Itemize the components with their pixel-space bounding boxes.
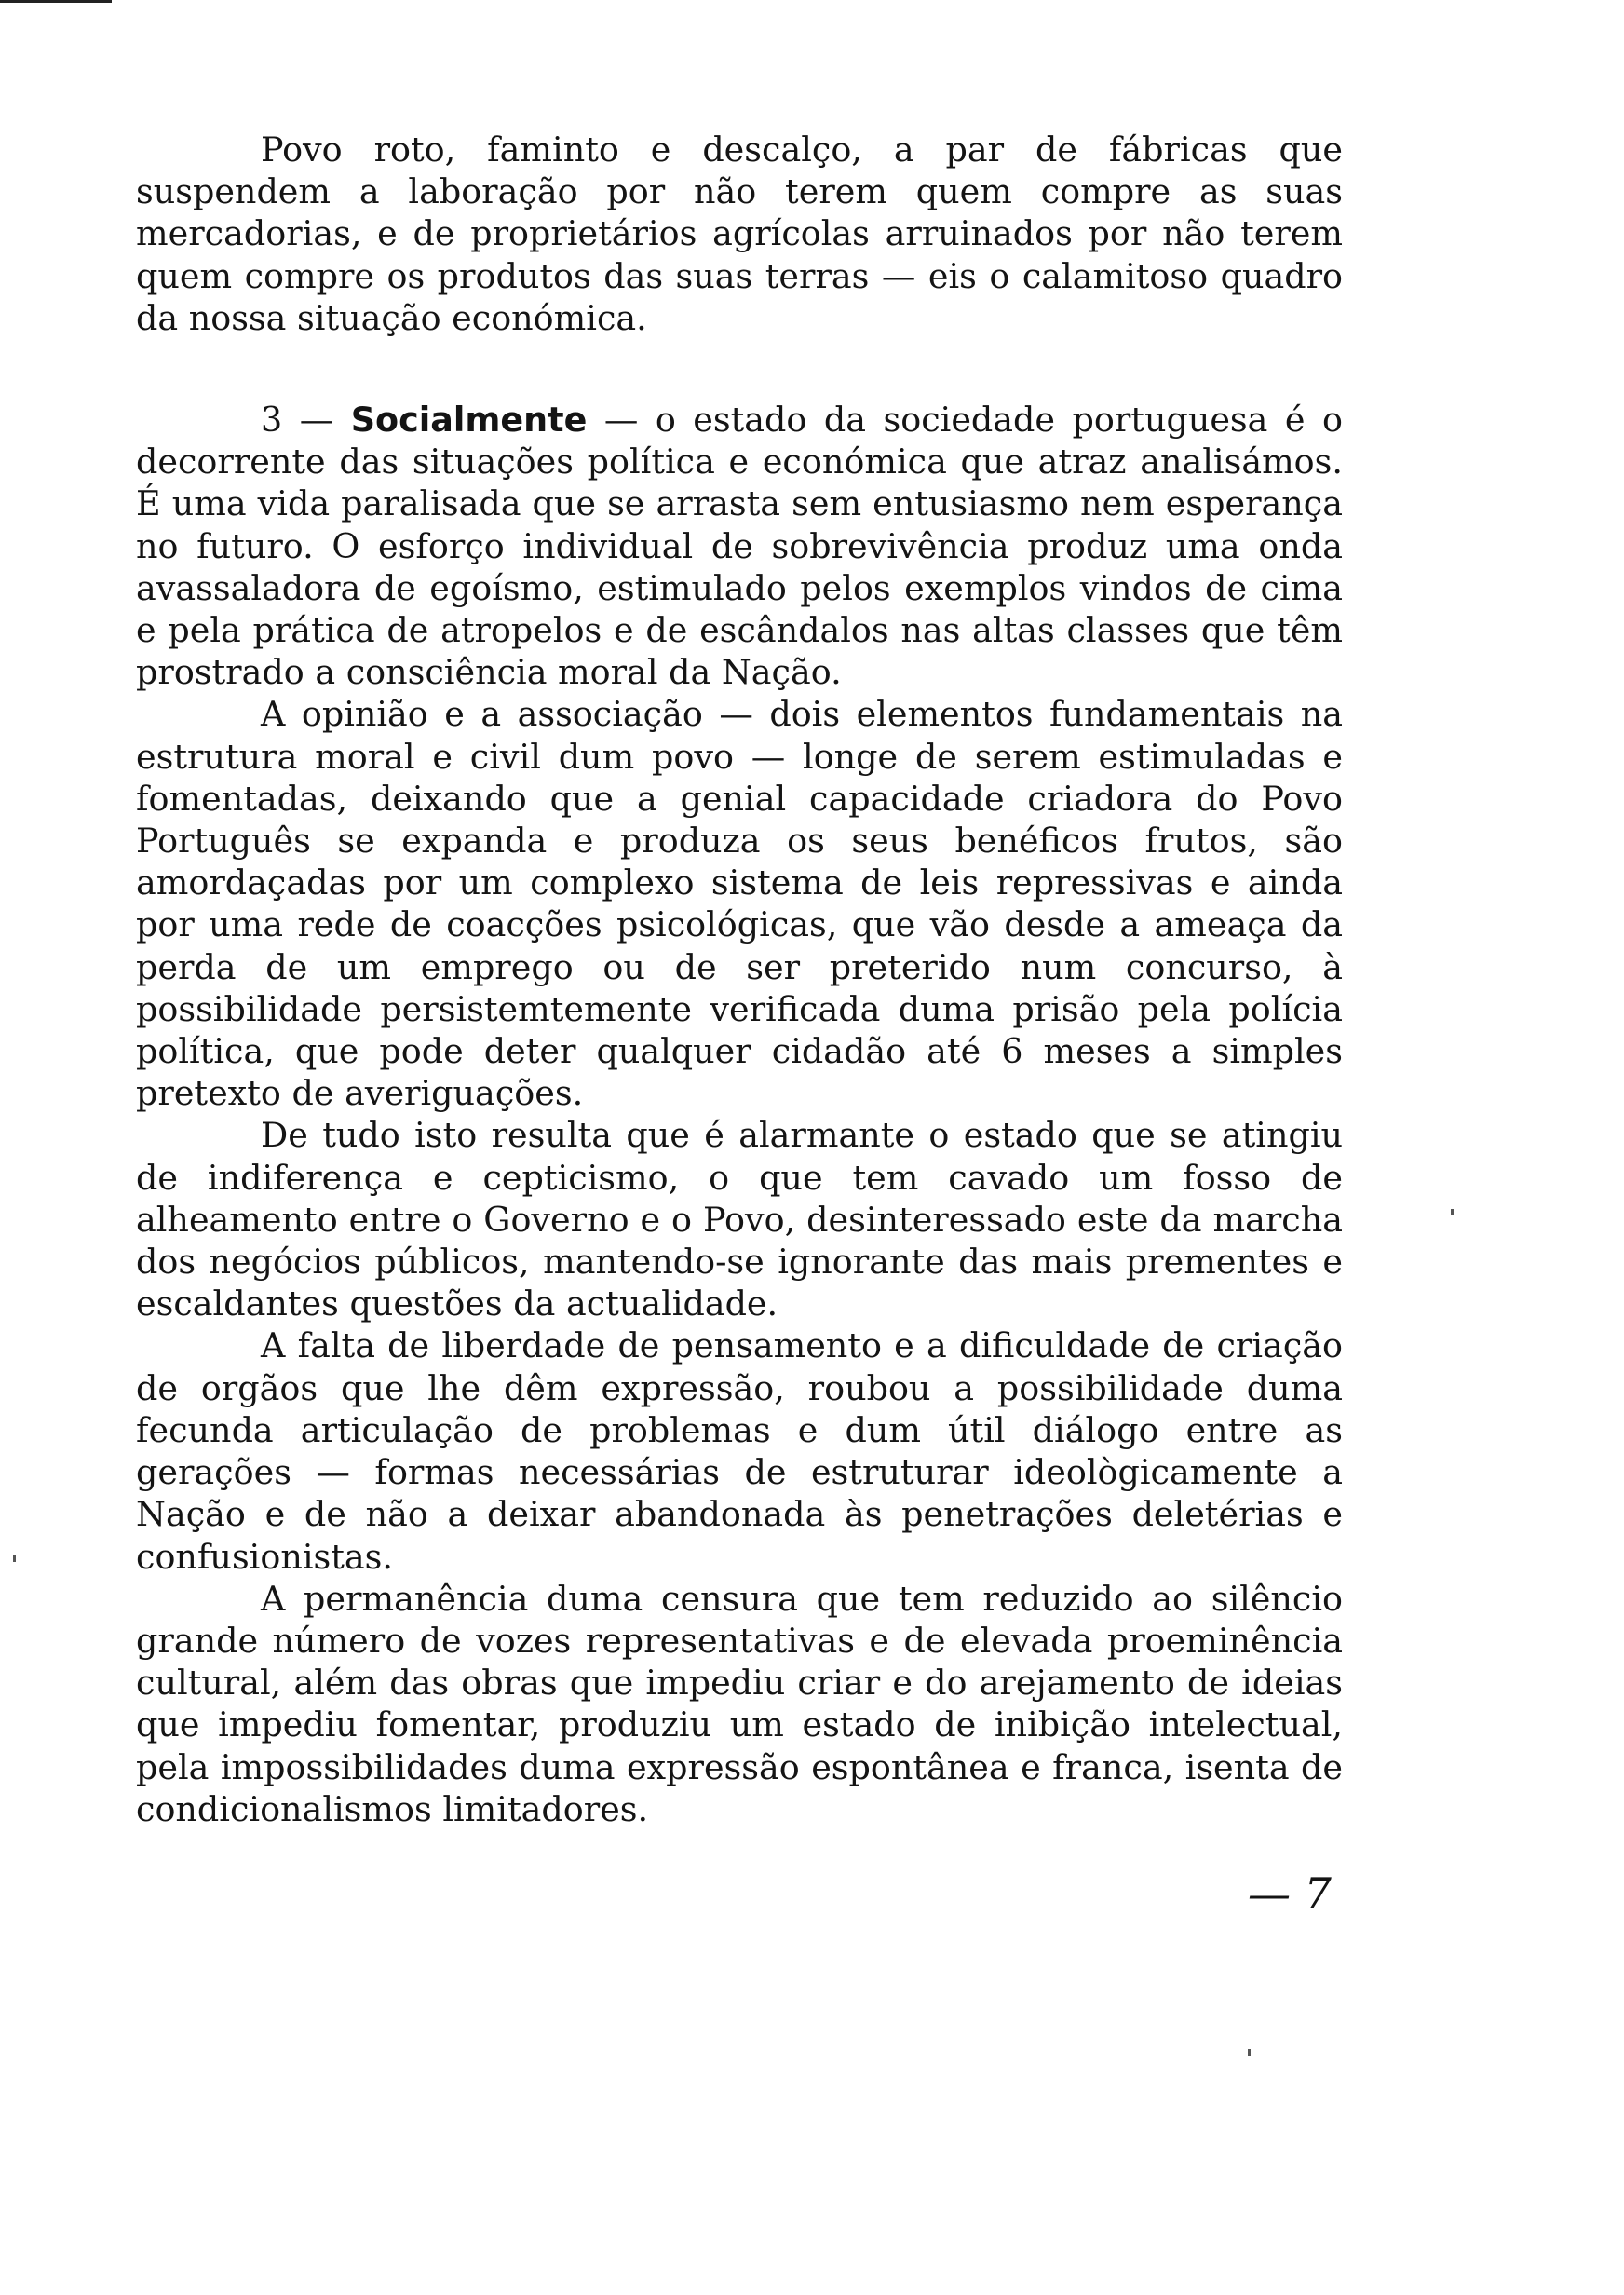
- paragraph-opiniao-associacao: A opinião e a associação — dois elementos fundamentais na estrutura moral e civil dum povo — longe de serem estimuladas e fomentadas, deixando que a genial capacidade criadora do Povo Português se expanda e produza os seus benéficos frutos, são amordaçadas por um complexo sistema de leis repressivas e ainda por uma rede de coacções psicológicas, que vão desde a ameaça da perda de um emprego ou de ser preterido num concurso, à possibilidade persistemtemente verificada duma prisão pela polícia política, que pode deter qualquer cidadão até 6 meses a simples pretexto de averiguações.: [136, 694, 1343, 1114]
- scan-speck: [1248, 2049, 1251, 2056]
- page-number: — 7: [1248, 1868, 1332, 1919]
- paragraph-indiferenca: De tudo isto resulta que é alarmante o estado que se atingiu de indiferença e cepticismo, o que tem cavado um fosso de alheamento entre o Governo e o Povo, desinteressado este da marcha dos negócios públicos, mantendo-se ignorante das mais prementes e escaldantes questões da actualidade.: [136, 1115, 1343, 1324]
- section-number: 3 —: [261, 400, 351, 441]
- scan-speck: [1451, 1209, 1454, 1215]
- paragraph-liberdade-pensamento: A falta de liberdade de pensamento e a dificuldade de criação de orgãos que lhe dêm expressão, roubou a possibilidade duma fecunda articulação de problemas e dum útil diálogo entre as gerações — formas necessárias de estruturar ideològicamente a Nação e de não a deixar abandonada às penetrações deletérias e confusionistas.: [136, 1325, 1343, 1577]
- paragraph-censura: A permanência duma censura que tem reduzido ao silêncio grande número de vozes representativas e de elevada proeminência cultural, além das obras que impediu criar e do arejamento de ideias que impediu fomentar, produziu um estado de inibição intelectual, pela impossibilidades duma expressão espontânea e franca, isenta de condicionalismos limitadores.: [136, 1578, 1343, 1829]
- paragraph-economic-summary: Povo roto, faminto e descalço, a par de fábricas que suspendem a laboração por não terem quem compre as suas mercadorias, e de proprietários agrícolas arruinados por não terem quem compre os produtos das suas terras — eis o calamitoso quadro da nossa situação económica.: [136, 129, 1343, 338]
- scan-speck: [13, 1555, 16, 1562]
- body-text: [136, 129, 1343, 1830]
- section-body: — o estado da sociedade portuguesa é o decorrente das situações política e económica que atraz analisámos. É uma vida paralisada que se arrasta sem entusiasmo nem esperança no futuro. O esforço individual de sobrevivência produz uma onda avassaladora de egoísmo, estimulado pelos exemplos vindos de cima e pela prática de atropelos e de escândalos nas altas classes que têm prostrado a consciência moral da Nação.: [136, 400, 1343, 693]
- scan-edge-mark: [0, 0, 112, 3]
- section-heading: Socialmente: [350, 400, 588, 441]
- paragraph-socialmente: [136, 399, 1343, 693]
